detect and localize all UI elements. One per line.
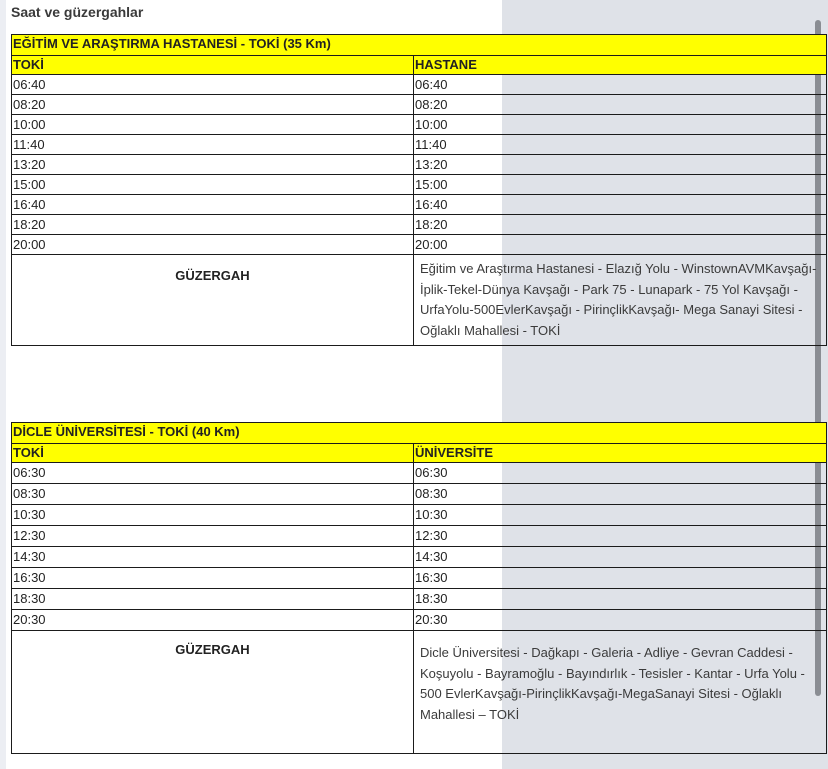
route-title: DİCLE ÜNİVERSİTESİ - TOKİ (40 Km): [12, 423, 827, 444]
column-header-hastane: HASTANE: [414, 56, 827, 75]
time-cell: 14:30: [414, 547, 827, 568]
time-cell: 20:00: [12, 235, 414, 255]
table-row: [12, 115, 827, 135]
table-row: [12, 75, 827, 95]
time-cell: 14:30: [12, 547, 414, 568]
time-cell: 10:00: [414, 115, 827, 135]
time-cell: 15:00: [414, 175, 827, 195]
table-row: [12, 568, 827, 589]
time-cell: 16:30: [414, 568, 827, 589]
table-row: [12, 589, 827, 610]
time-cell: 12:30: [414, 526, 827, 547]
route-description: Eğitim ve Araştırma Hastanesi - Elazığ Yolu - WinstownAVMKavşağı-İplik-Tekel-Dünya Kavşağı - Park 75 - Lunapark - 75 Yol Kavşağı - UrfaYolu-500EvlerKavşağı - PirinçlikKavşağı- Mega Sanayi Sitesi - Oğlaklı Mahallesi - TOKİ: [414, 255, 827, 346]
route-row: [12, 631, 827, 754]
column-header-toki: TOKİ: [12, 56, 414, 75]
time-cell: 08:20: [12, 95, 414, 115]
time-cell: 15:00: [12, 175, 414, 195]
time-cell: 16:30: [12, 568, 414, 589]
table-row: [12, 484, 827, 505]
time-cell: 11:40: [12, 135, 414, 155]
time-cell: 11:40: [414, 135, 827, 155]
route-description: Dicle Üniversitesi - Dağkapı - Galeria - Adliye - Gevran Caddesi - Koşuyolu - Bayramoğlu - Bayındırlık - Tesisler - Kantar - Urfa Yolu - 500 EvlerKavşağı-PirinçlikKavşağı-MegaSanayi Sitesi - Oğlaklı Mahallesi – TOKİ: [414, 631, 827, 754]
table-row: [12, 135, 827, 155]
time-cell: 13:20: [414, 155, 827, 175]
table-row: [12, 175, 827, 195]
time-cell: 10:00: [12, 115, 414, 135]
column-header-toki: TOKİ: [12, 444, 414, 463]
time-cell: 06:40: [414, 75, 827, 95]
table-row: [12, 215, 827, 235]
table-row: [12, 526, 827, 547]
schedule-table-university: [11, 422, 827, 754]
table-row: [12, 610, 827, 631]
time-cell: 06:40: [12, 75, 414, 95]
time-cell: 08:20: [414, 95, 827, 115]
time-cell: 08:30: [12, 484, 414, 505]
time-cell: 16:40: [414, 195, 827, 215]
time-cell: 18:30: [414, 589, 827, 610]
route-row: [12, 255, 827, 346]
left-margin: [0, 0, 6, 769]
time-cell: 20:30: [414, 610, 827, 631]
route-label: GÜZERGAH: [12, 631, 414, 754]
time-cell: 10:30: [414, 505, 827, 526]
time-cell: 10:30: [12, 505, 414, 526]
route-title: EĞİTİM VE ARAŞTIRMA HASTANESİ - TOKİ (35 Km): [12, 35, 827, 56]
schedule-table-hospital: [11, 34, 827, 346]
route-label: GÜZERGAH: [12, 255, 414, 346]
time-cell: 18:20: [414, 215, 827, 235]
time-cell: 13:20: [12, 155, 414, 175]
time-cell: 16:40: [12, 195, 414, 215]
table-row: [12, 155, 827, 175]
time-cell: 12:30: [12, 526, 414, 547]
time-cell: 08:30: [414, 484, 827, 505]
time-cell: 18:20: [12, 215, 414, 235]
time-cell: 20:00: [414, 235, 827, 255]
page-title: Saat ve güzergahlar: [11, 4, 144, 20]
table-row: [12, 463, 827, 484]
table-row: [12, 95, 827, 115]
time-cell: 20:30: [12, 610, 414, 631]
table-row: [12, 547, 827, 568]
time-cell: 06:30: [12, 463, 414, 484]
table-row: [12, 195, 827, 215]
time-cell: 18:30: [12, 589, 414, 610]
column-header-universite: ÜNİVERSİTE: [414, 444, 827, 463]
time-cell: 06:30: [414, 463, 827, 484]
table-row: [12, 235, 827, 255]
table-row: [12, 505, 827, 526]
